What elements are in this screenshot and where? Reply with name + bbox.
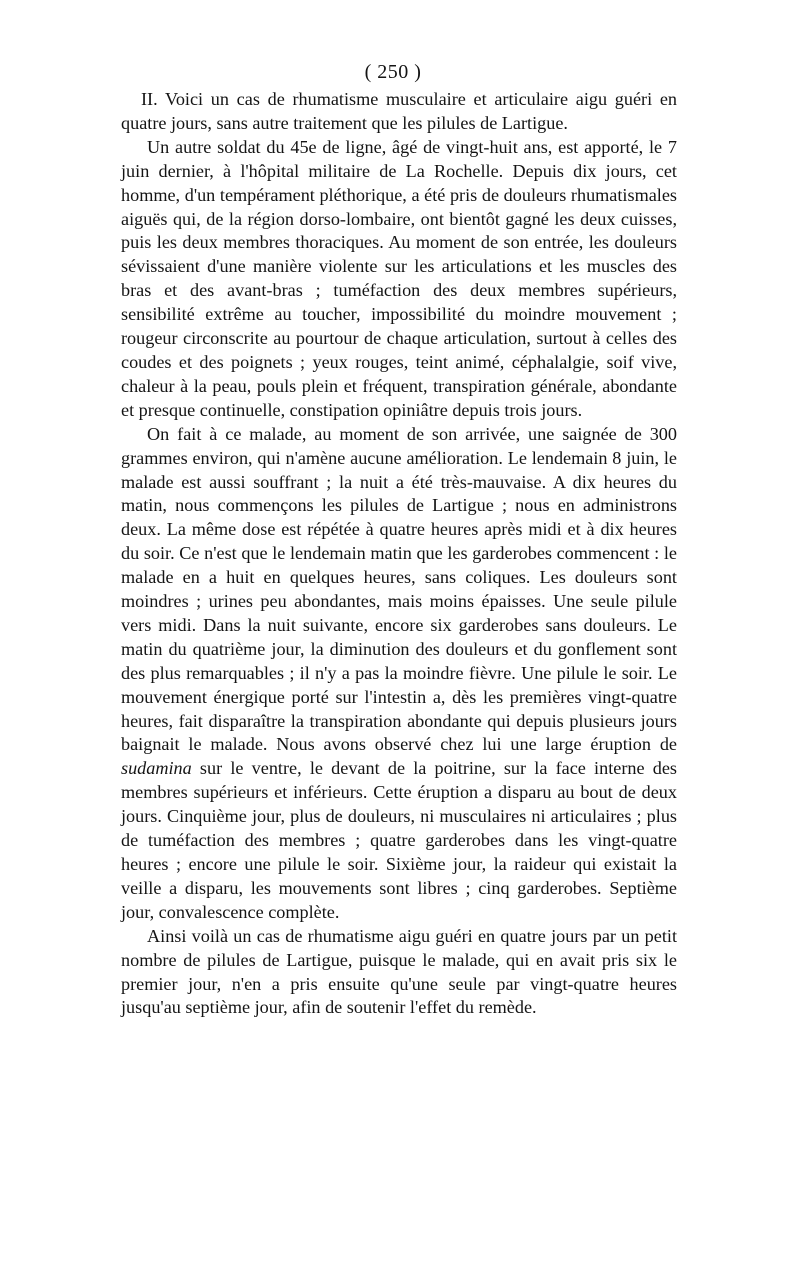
book-page: [121, 56, 677, 1020]
treatment-text-after: sur le ventre, le devant de la poitrine, sur la face interne des membres supérieurs et inférieurs. Cette éruption a disparu au bout de deux jours. Cinquième jour, plus de douleurs, ni musculaires ni articulaires ; plus de tuméfaction des membres ; quatre garderobes dans les vingt-quatre heures ; encore une pilule le soir. Sixième jour, la raideur qui existait la veille a disparu, les mouvements sont libres ; cinq garderobes. Septième jour, convalescence complète.: [121, 758, 677, 922]
paragraph-case-intro: II. Voici un cas de rhumatisme musculaire et articulaire aigu guéri en quatre jours, sans autre traitement que les pilules de Lartigue.: [121, 89, 677, 133]
body-text: [121, 88, 677, 1020]
paragraph-case-description: Un autre soldat du 45e de ligne, âgé de vingt-huit ans, est apporté, le 7 juin dernier, à l'hôpital militaire de La Rochelle. Depuis dix jours, cet homme, d'un tempérament pléthorique, a été pris de douleurs rhumatismales aiguës qui, de la région dorso-lombaire, ont bientôt gagné les deux cuisses, puis les deux membres thoraciques. Au moment de son entrée, les douleurs sévissaient d'une manière violente sur les articulations et les muscles des bras et des avant-bras ; tuméfaction des deux membres supérieurs, sensibilité extrême au toucher, impossibilité du moindre mouvement ; rougeur circonscrite au pourtour de chaque articulation, surtout à celles des coudes et des poignets ; yeux rouges, teint animé, céphalalgie, soif vive, chaleur à la peau, pouls plein et fréquent, transpiration générale, abondante et presque continuelle, constipation opiniâtre depuis trois jours.: [121, 136, 677, 420]
treatment-text-before: On fait à ce malade, au moment de son arrivée, une saignée de 300 grammes environ, qui n'amène aucune amélioration. Le lendemain 8 juin, le malade est aussi souffrant ; la nuit a été très-mauvaise. A dix heures du matin, nous commençons les pilules de Lartigue ; nous en administrons deux. La même dose est répétée à quatre heures après midi et à dix heures du soir. Ce n'est que le lendemain matin que les garderobes commencent : le malade en a huit en quelques heures, sans coliques. Les douleurs sont moindres ; urines peu abondantes, mais moins épaisses. Une seule pilule vers midi. Dans la nuit suivante, encore six garderobes sans douleurs. Le matin du quatrième jour, la diminution des douleurs et du gonflement sont des plus remarquables ; il n'y a pas la moindre fièvre. Une pilule le soir. Le mouvement énergique porté sur l'intestin a, dès les premières vingt-quatre heures, fait disparaître la transpiration abondante qui depuis plusieurs jours baignait le malade. Nous avons observé chez lui une large éruption de: [121, 423, 677, 755]
italic-term-sudamina: sudamina: [121, 758, 192, 779]
page-number: ( 250 ): [364, 61, 422, 83]
paragraph-conclusion: Ainsi voilà un cas de rhumatisme aigu guéri en quatre jours par un petit nombre de pilules de Lartigue, puisque le malade, qui en avait pris six le premier jour, n'en a pris ensuite qu'une seule par vingt-quatre heures jusqu'au septième jour, afin de soutenir l'effet du remède.: [121, 925, 677, 1018]
paragraph-treatment-course: [121, 423, 677, 925]
